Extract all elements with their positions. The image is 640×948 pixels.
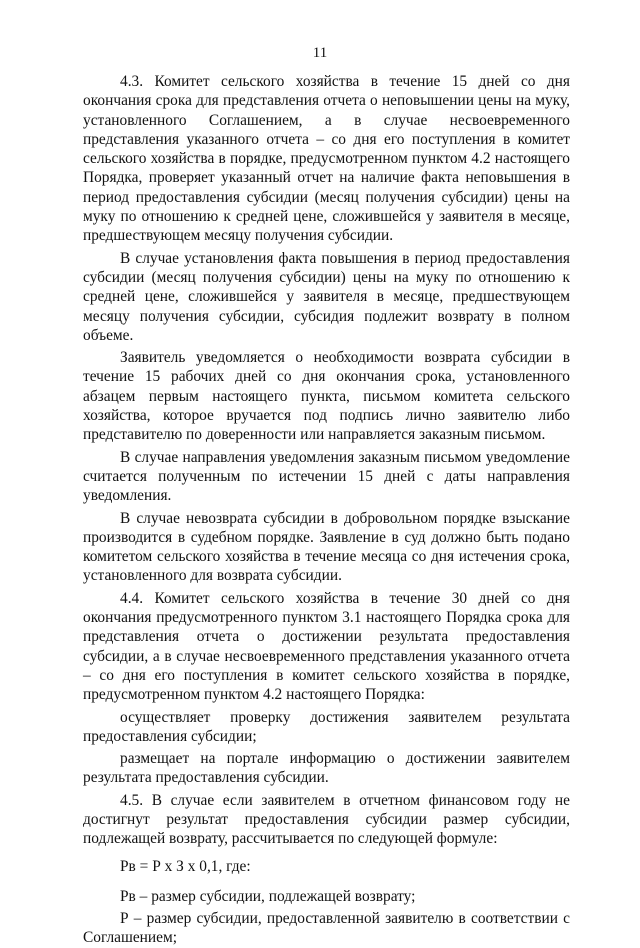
list-item-portal-publication: размещает на портале информацию о достижении заявителем результата предоставления субсидии.	[83, 750, 570, 787]
paragraph-court-recovery: В случае невозврата субсидии в добровольном порядке взыскание производится в судебном порядке. Заявление в суд должно быть подано комитетом сельского хозяйства в течение месяца со дня истечения срока, установленного для возврата субсидии.	[83, 509, 570, 585]
paragraph-4-5: 4.5. В случае если заявителем в отчетном финансовом году не достигнут результат предоставления субсидии размер субсидии, подлежащей возврату, рассчитывается по следующей формуле:	[83, 791, 570, 848]
paragraph-registered-mail: В случае направления уведомления заказным письмом уведомление считается полученным по истечении 15 дней с даты направления уведомления.	[83, 448, 570, 505]
document-body	[83, 72, 570, 948]
page-number: 11	[312, 45, 328, 61]
paragraph-4-4: 4.4. Комитет сельского хозяйства в течение 30 дней со дня окончания предусмотренного пунктом 3.1 настоящего Порядка срока для представления отчета о достижении результата предоставления субсидии, а в случае несвоевременного представления указанного отчета – со дня его поступления в комитет сельского хозяйства в порядке, предусмотренном пунктом 4.2 настоящего Порядка:	[83, 589, 570, 704]
paragraph-price-increase: В случае установления факта повышения в период предоставления субсидии (месяц получения субсидии) цены на муку по отношению к средней цене, сложившейся у заявителя в месяце, предшествующем месяцу получения субсидии, субсидия подлежит возврату в полном объеме.	[83, 249, 570, 344]
paragraph-notification: Заявитель уведомляется о необходимости возврата субсидии в течение 15 рабочих дней со дня окончания срока, установленного абзацем первым настоящего пункта, письмом комитета сельского хозяйства, которое вручается под подпись лично заявителю либо представителю по доверенности или направляется заказным письмом.	[83, 349, 570, 444]
paragraph-4-3: 4.3. Комитет сельского хозяйства в течение 15 дней со дня окончания срока для представления отчета о неповышении цены на муку, установленного Соглашением, а в случае несвоевременного представления указанного отчета – со дня его поступления в комитет сельского хозяйства в порядке, предусмотренном пунктом 4.2 настоящего Порядка, проверяет указанный отчет на наличие факта неповышения в период предоставления субсидии (месяц получения субсидии) цены на муку по отношению к средней цене, сложившейся у заявителя в месяце, предшествующем месяцу получения субсидии.	[83, 73, 570, 245]
list-item-verification: осуществляет проверку достижения заявителем результата предоставления субсидии;	[83, 708, 570, 745]
formula: Рв = Р х З х 0,1, где:	[120, 857, 251, 875]
definition-rv: Рв – размер субсидии, подлежащей возврату;	[120, 887, 416, 905]
definition-r: Р – размер субсидии, предоставленной заявителю в соответствии с Соглашением;	[83, 910, 570, 947]
